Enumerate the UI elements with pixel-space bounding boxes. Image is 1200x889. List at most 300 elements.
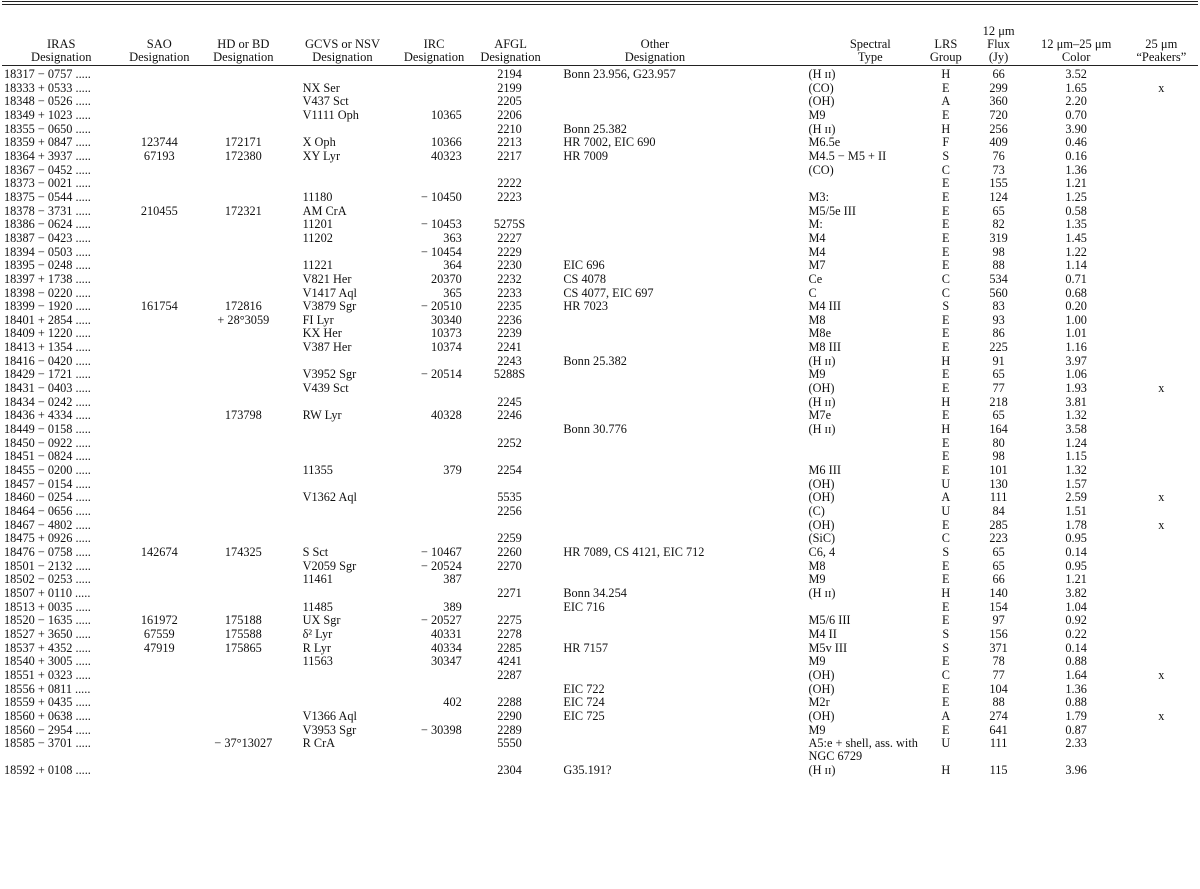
cell-lrs-group: E	[942, 517, 950, 532]
cell-color: 1.04	[1065, 599, 1087, 614]
cell-afgl: 2210	[497, 121, 522, 136]
table-row	[2, 177, 1198, 191]
cell-irc: 20370	[431, 271, 462, 286]
header-irc: IRC Designation	[403, 37, 465, 64]
header-sao: SAO Designation	[129, 37, 190, 64]
cell-peaker	[1125, 560, 1198, 574]
cell-hd-bd	[198, 423, 289, 437]
cell-color: 1.36	[1065, 681, 1087, 696]
cell-irc	[396, 505, 471, 519]
cell-hd-bd	[198, 191, 289, 205]
cell-other	[549, 396, 760, 410]
cell-lrs-group: H	[941, 763, 951, 778]
cell-sao	[121, 246, 199, 260]
cell-lrs-group: U	[941, 736, 951, 751]
cell-color: 0.58	[1065, 203, 1087, 218]
table-row	[2, 396, 1198, 410]
cell-iras: 18409 + 1220 .....	[4, 326, 91, 341]
table-row	[2, 287, 1198, 301]
cell-flux: 83	[992, 299, 1005, 314]
table-row	[2, 724, 1198, 738]
cell-flux: 76	[992, 148, 1005, 163]
cell-peaker	[1125, 423, 1198, 437]
cell-sao	[121, 123, 199, 137]
cell-peaker	[1125, 614, 1198, 628]
cell-peaker	[1125, 368, 1198, 382]
cell-spectral-type: (OH)	[808, 681, 835, 696]
cell-hd-bd	[198, 669, 289, 683]
cell-lrs-group: E	[942, 217, 950, 232]
cell-color: 2.20	[1065, 94, 1087, 109]
cell-other	[549, 232, 760, 246]
table-row	[2, 710, 1198, 724]
cell-iras: 18556 + 0811 .....	[4, 681, 91, 696]
cell-sao	[121, 737, 199, 764]
cell-iras: 18450 − 0922 .....	[4, 435, 91, 450]
cell-irc: 10365	[431, 107, 462, 122]
cell-flux: 115	[989, 763, 1008, 778]
cell-other	[549, 382, 760, 396]
cell-spectral-type: M9	[808, 107, 826, 122]
cell-peaker	[1125, 109, 1198, 123]
cell-afgl: 2270	[497, 558, 522, 573]
cell-flux: 124	[989, 189, 1008, 204]
cell-lrs-group: E	[942, 381, 950, 396]
cell-flux: 534	[989, 271, 1008, 286]
cell-other	[549, 573, 760, 587]
cell-gcvs: NX Ser	[302, 80, 340, 95]
cell-iras: 18560 + 0638 .....	[4, 708, 91, 723]
cell-color: 0.46	[1065, 135, 1087, 150]
cell-gcvs: V2059 Sgr	[302, 558, 357, 573]
cell-spectral-type: M6.5e	[808, 135, 841, 150]
cell-hd-bd	[198, 82, 289, 96]
cell-color: 1.21	[1065, 572, 1087, 587]
table-row	[2, 300, 1198, 314]
cell-sao	[121, 109, 199, 123]
cell-irc	[396, 587, 471, 601]
cell-lrs-group: E	[942, 613, 950, 628]
cell-irc	[396, 764, 471, 778]
cell-irc: 30347	[431, 654, 462, 669]
cell-color: 0.92	[1065, 613, 1087, 628]
table-row	[2, 519, 1198, 533]
cell-hd-bd	[198, 491, 289, 505]
cell-flux: 77	[992, 381, 1005, 396]
cell-spectral-type: Ce	[808, 271, 823, 286]
cell-flux: 66	[992, 67, 1005, 81]
cell-gcvs: KX Her	[302, 326, 342, 341]
header-gcvs: GCVS or NSV Designation	[304, 37, 380, 64]
table-row	[2, 314, 1198, 328]
cell-color: 0.68	[1065, 285, 1087, 300]
cell-other	[549, 628, 760, 642]
cell-irc	[396, 491, 471, 505]
cell-iras: 18349 + 1023 .....	[4, 107, 91, 122]
cell-sao	[121, 573, 199, 587]
cell-irc	[396, 450, 471, 464]
table-row	[2, 109, 1198, 123]
cell-flux: 155	[989, 176, 1008, 191]
table-row	[2, 587, 1198, 601]
cell-flux: 409	[989, 135, 1008, 150]
cell-iras: 18386 − 0624 .....	[4, 217, 91, 232]
cell-sao: 142674	[140, 544, 178, 559]
cell-iras: 18395 − 0248 .....	[4, 258, 91, 273]
cell-lrs-group: E	[942, 695, 950, 710]
cell-hd-bd	[198, 287, 289, 301]
cell-other: EIC 716	[563, 599, 605, 614]
table-row	[2, 532, 1198, 546]
table-row	[2, 164, 1198, 178]
cell-irc	[396, 205, 471, 219]
cell-other: Bonn 25.382	[563, 121, 627, 136]
cell-peaker	[1125, 587, 1198, 601]
cell-other: Bonn 25.382	[563, 353, 627, 368]
cell-flux: 319	[989, 230, 1008, 245]
cell-peaker	[1125, 532, 1198, 546]
cell-lrs-group: E	[942, 463, 950, 478]
cell-other	[549, 655, 760, 669]
cell-gcvs: XY Lyr	[302, 148, 341, 163]
cell-afgl: 2243	[497, 353, 522, 368]
cell-gcvs: X Oph	[302, 135, 336, 150]
cell-sao	[121, 696, 199, 710]
cell-sao	[121, 273, 199, 287]
cell-afgl: 2232	[497, 271, 522, 286]
cell-sao	[121, 683, 199, 697]
cell-lrs-group: S	[942, 626, 950, 641]
cell-hd-bd	[198, 710, 289, 724]
cell-lrs-group: E	[942, 244, 950, 259]
cell-afgl: 2271	[497, 585, 522, 600]
cell-spectral-type: M9	[808, 367, 826, 382]
cell-iras: 18501 − 2132 .....	[4, 558, 91, 573]
cell-peaker	[1125, 655, 1198, 669]
cell-spectral-type: A5:e + shell, ass. with NGC 6729	[808, 736, 918, 763]
cell-spectral-type: M4	[808, 244, 826, 259]
cell-irc: 402	[443, 695, 462, 710]
cell-spectral-type: (OH)	[808, 667, 835, 682]
cell-sao	[121, 532, 199, 546]
cell-afgl: 2289	[497, 722, 522, 737]
cell-sao	[121, 587, 199, 601]
table-row	[2, 123, 1198, 137]
cell-gcvs: 11461	[302, 572, 333, 587]
cell-iras: 18467 − 4802 .....	[4, 517, 91, 532]
cell-afgl	[472, 519, 550, 533]
cell-other	[549, 164, 760, 178]
cell-gcvs: AM CrA	[302, 203, 347, 218]
header-flux: 12 μm Flux (Jy)	[982, 24, 1015, 64]
cell-other	[549, 327, 760, 341]
cell-afgl: 2227	[497, 230, 522, 245]
cell-lrs-group: H	[941, 121, 951, 136]
cell-other	[549, 560, 760, 574]
cell-spectral-type	[761, 177, 923, 191]
cell-hd-bd	[198, 164, 289, 178]
cell-hd-bd	[198, 259, 289, 273]
table-row	[2, 573, 1198, 587]
cell-spectral-type: M5/6 III	[808, 613, 851, 628]
cell-hd-bd	[198, 123, 289, 137]
cell-peaker	[1125, 505, 1198, 519]
cell-iras: 18475 + 0926 .....	[4, 531, 91, 546]
cell-gcvs: V1417 Aql	[302, 285, 357, 300]
cell-iras: 18364 + 3937 .....	[4, 148, 91, 163]
cell-sao	[121, 478, 199, 492]
cell-other	[549, 532, 760, 546]
table-row	[2, 764, 1198, 778]
cell-afgl: 2288	[497, 695, 522, 710]
cell-spectral-type: (OH)	[808, 381, 835, 396]
cell-lrs-group: S	[942, 148, 950, 163]
cell-color: 0.16	[1065, 148, 1087, 163]
cell-spectral-type	[761, 450, 923, 464]
table-row	[2, 82, 1198, 96]
table-row	[2, 368, 1198, 382]
cell-spectral-type: (OH)	[808, 490, 835, 505]
cell-gcvs	[289, 450, 397, 464]
cell-sao: 210455	[140, 203, 178, 218]
cell-irc: 40331	[431, 626, 462, 641]
cell-gcvs: 11202	[302, 230, 333, 245]
cell-hd-bd	[198, 478, 289, 492]
cell-iras: 18585 − 3701 .....	[4, 736, 91, 751]
cell-spectral-type: (H ɪɪ)	[808, 67, 836, 81]
table-row	[2, 437, 1198, 451]
cell-color: 1.93	[1065, 381, 1087, 396]
cell-gcvs	[289, 355, 397, 369]
cell-gcvs	[289, 587, 397, 601]
table-row	[2, 491, 1198, 505]
cell-color: 0.14	[1065, 640, 1087, 655]
cell-iras: 18367 − 0452 .....	[4, 162, 91, 177]
cell-iras: 18378 − 3731 .....	[4, 203, 91, 218]
table-row	[2, 205, 1198, 219]
cell-hd-bd	[198, 341, 289, 355]
cell-hd-bd	[198, 327, 289, 341]
cell-sao	[121, 505, 199, 519]
cell-color: 1.32	[1065, 463, 1087, 478]
cell-iras: 18394 − 0503 .....	[4, 244, 91, 259]
cell-other	[549, 246, 760, 260]
cell-peaker	[1125, 232, 1198, 246]
cell-color: 1.32	[1065, 408, 1087, 423]
cell-flux: 101	[989, 463, 1008, 478]
cell-sao	[121, 464, 199, 478]
cell-peaker	[1125, 628, 1198, 642]
cell-afgl: 2290	[497, 708, 522, 723]
cell-peaker: x	[1158, 517, 1165, 532]
cell-flux: 560	[989, 285, 1008, 300]
cell-iras: 18464 − 0656 .....	[4, 504, 91, 518]
cell-afgl: 2236	[497, 312, 522, 327]
table-row	[2, 273, 1198, 287]
cell-irc: − 20527	[420, 613, 462, 628]
cell-irc	[396, 669, 471, 683]
cell-other	[549, 218, 760, 232]
cell-lrs-group: E	[942, 340, 950, 355]
cell-gcvs: V439 Sct	[302, 381, 349, 396]
cell-flux: 93	[992, 312, 1005, 327]
cell-lrs-group: H	[941, 67, 951, 81]
cell-irc: 379	[443, 463, 462, 478]
cell-color: 1.79	[1065, 708, 1087, 723]
cell-peaker	[1125, 246, 1198, 260]
table-row	[2, 409, 1198, 423]
cell-lrs-group: C	[941, 667, 950, 682]
cell-gcvs: FI Lyr	[302, 312, 334, 327]
cell-gcvs	[289, 478, 397, 492]
cell-afgl: 2223	[497, 189, 522, 204]
cell-iras: 18537 + 4352 .....	[4, 640, 91, 655]
cell-gcvs: RW Lyr	[302, 408, 342, 423]
cell-iras: 18398 − 0220 .....	[4, 285, 91, 300]
cell-gcvs: V1111 Oph	[302, 107, 359, 122]
cell-other: Bonn 30.776	[563, 422, 627, 437]
cell-iras: 18527 + 3650 .....	[4, 626, 91, 641]
cell-color: 0.20	[1065, 299, 1087, 314]
cell-hd-bd: 172321	[224, 203, 262, 218]
cell-gcvs: R Lyr	[302, 640, 331, 655]
cell-peaker	[1125, 341, 1198, 355]
cell-afgl	[472, 423, 550, 437]
cell-hd-bd	[198, 573, 289, 587]
cell-peaker	[1125, 300, 1198, 314]
cell-afgl	[472, 450, 550, 464]
table-row	[2, 505, 1198, 519]
cell-flux: 130	[989, 476, 1008, 491]
cell-iras: 18457 − 0154 .....	[4, 476, 91, 491]
cell-peaker	[1125, 546, 1198, 560]
cell-irc	[396, 519, 471, 533]
cell-flux: 98	[992, 244, 1005, 259]
cell-color: 3.90	[1065, 121, 1087, 136]
cell-flux: 65	[992, 558, 1005, 573]
cell-peaker	[1125, 273, 1198, 287]
cell-hd-bd	[198, 109, 289, 123]
cell-other	[549, 314, 760, 328]
cell-irc: − 10450	[420, 189, 462, 204]
cell-gcvs: 11201	[302, 217, 333, 232]
cell-sao	[121, 409, 199, 423]
cell-color: 0.88	[1065, 695, 1087, 710]
cell-iras: 18560 − 2954 .....	[4, 722, 91, 737]
cell-sao	[121, 164, 199, 178]
cell-iras: 18375 − 0544 .....	[4, 189, 91, 204]
cell-gcvs: R CrA	[302, 736, 336, 751]
cell-gcvs	[289, 764, 397, 778]
cell-lrs-group: E	[942, 435, 950, 450]
cell-hd-bd: 175588	[224, 626, 262, 641]
cell-gcvs	[289, 123, 397, 137]
cell-sao	[121, 95, 199, 109]
cell-color: 1.06	[1065, 367, 1087, 382]
cell-sao: 47919	[143, 640, 175, 655]
cell-irc	[396, 683, 471, 697]
cell-color: 3.82	[1065, 585, 1087, 600]
table-row	[2, 560, 1198, 574]
table-row	[2, 478, 1198, 492]
cell-peaker	[1125, 150, 1198, 164]
cell-peaker	[1125, 259, 1198, 273]
cell-flux: 86	[992, 326, 1005, 341]
cell-peaker	[1125, 409, 1198, 423]
table-row	[2, 355, 1198, 369]
cell-flux: 299	[989, 80, 1008, 95]
cell-irc: 10366	[431, 135, 462, 150]
cell-iras: 18401 + 2854 .....	[4, 312, 91, 327]
cell-color: 1.01	[1065, 326, 1087, 341]
cell-hd-bd: 174325	[224, 544, 262, 559]
cell-gcvs	[289, 423, 397, 437]
cell-other	[549, 177, 760, 191]
cell-lrs-group: E	[942, 681, 950, 696]
cell-other	[549, 437, 760, 451]
cell-peaker: x	[1158, 667, 1165, 682]
cell-gcvs: 11221	[302, 258, 333, 273]
cell-flux: 65	[992, 203, 1005, 218]
cell-lrs-group: E	[942, 176, 950, 191]
cell-color: 1.24	[1065, 435, 1087, 450]
cell-lrs-group: E	[942, 408, 950, 423]
cell-flux: 65	[992, 367, 1005, 382]
cell-peaker	[1125, 191, 1198, 205]
cell-afgl: 2254	[497, 463, 522, 478]
cell-iras: 18333 + 0533 .....	[4, 80, 91, 95]
cell-gcvs: V1362 Aql	[302, 490, 357, 505]
cell-flux: 88	[992, 695, 1005, 710]
cell-spectral-type: (H ɪɪ)	[808, 422, 836, 437]
cell-lrs-group: E	[942, 367, 950, 382]
cell-color: 0.95	[1065, 531, 1087, 546]
cell-hd-bd	[198, 64, 289, 82]
cell-iras: 18387 − 0423 .....	[4, 230, 91, 245]
cell-color: 1.16	[1065, 340, 1087, 355]
cell-flux: 65	[992, 408, 1005, 423]
cell-afgl: 2239	[497, 326, 522, 341]
cell-hd-bd	[198, 396, 289, 410]
cell-sao: 161754	[140, 299, 178, 314]
cell-peaker: x	[1158, 381, 1165, 396]
cell-flux: 274	[989, 708, 1008, 723]
cell-hd-bd	[198, 464, 289, 478]
cell-iras: 18429 − 1721 .....	[4, 367, 91, 382]
cell-afgl: 5288S	[493, 367, 526, 382]
cell-lrs-group: E	[942, 203, 950, 218]
cell-other: Bonn 23.956, G23.957	[563, 67, 676, 81]
table-row	[2, 628, 1198, 642]
cell-hd-bd	[198, 560, 289, 574]
cell-afgl: 2256	[497, 504, 522, 518]
cell-peaker	[1125, 764, 1198, 778]
cell-gcvs: V1366 Aql	[302, 708, 357, 723]
cell-peaker: x	[1158, 708, 1165, 723]
data-table	[2, 12, 1198, 778]
cell-sao	[121, 764, 199, 778]
cell-hd-bd	[198, 519, 289, 533]
cell-sao: 161972	[140, 613, 178, 628]
cell-color: 3.81	[1065, 394, 1087, 409]
header-color: 12 μm–25 μm Color	[1040, 37, 1112, 64]
cell-sao	[121, 669, 199, 683]
cell-gcvs: 11180	[302, 189, 333, 204]
cell-lrs-group: C	[941, 162, 950, 177]
cell-afgl: 2285	[497, 640, 522, 655]
table-row	[2, 64, 1198, 82]
cell-flux: 225	[989, 340, 1008, 355]
